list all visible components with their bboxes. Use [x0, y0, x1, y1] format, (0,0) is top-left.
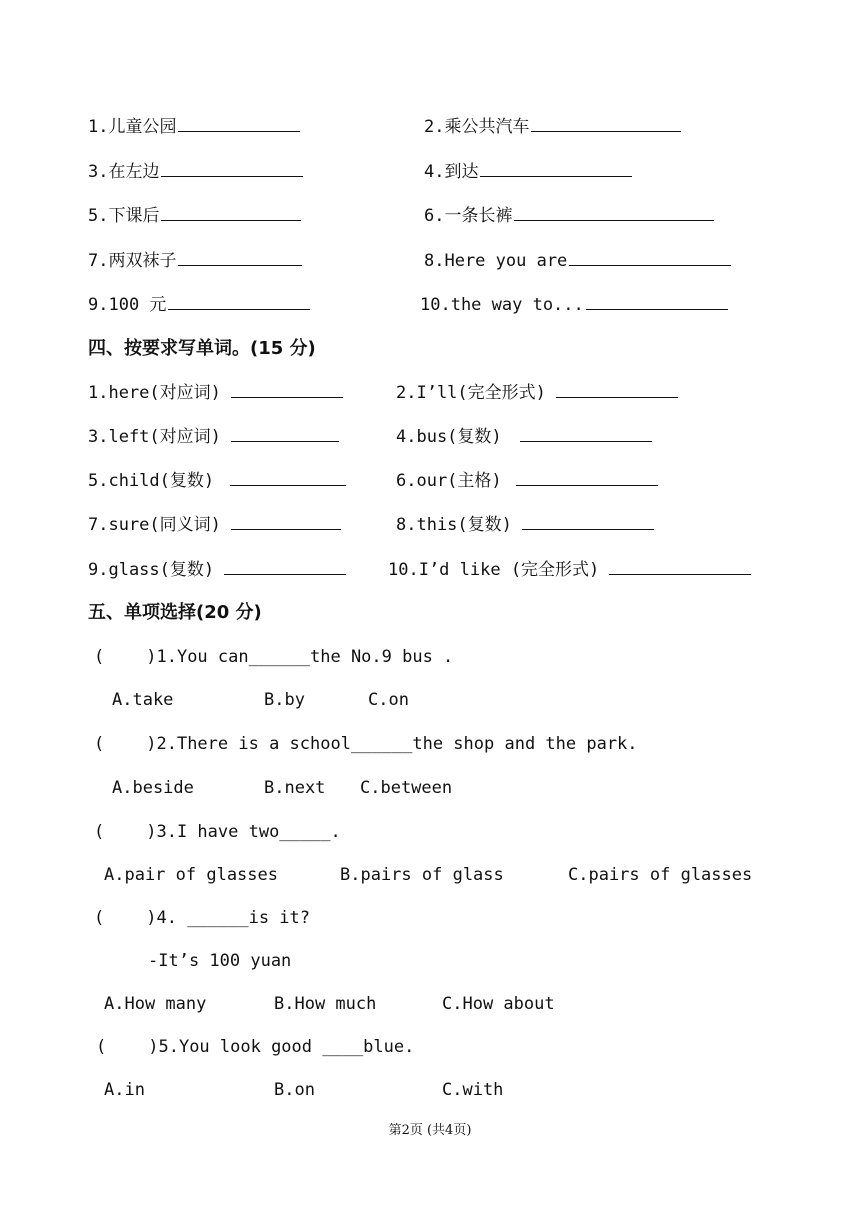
question-text: )2.There is a school______the shop and the park. — [146, 734, 638, 754]
option-b[interactable]: B.How much — [274, 994, 377, 1014]
question-text: )4. ______is it? — [146, 908, 311, 928]
s4-item-4: 4.bus(复数) — [396, 425, 652, 449]
section4-heading: 四、按要求写单词。(15 分) — [88, 338, 316, 359]
answer-blank[interactable] — [609, 558, 751, 575]
answer-bracket[interactable]: ( — [94, 822, 105, 842]
answer-blank[interactable] — [522, 513, 654, 530]
option-b[interactable]: B.pairs of glass — [340, 865, 504, 885]
answer-bracket[interactable]: ( — [94, 647, 105, 667]
q5-line — [96, 1035, 414, 1059]
answer-blank[interactable] — [161, 160, 303, 177]
q2-line — [94, 732, 638, 756]
question-text: )3.I have two_____. — [146, 822, 341, 842]
option-c[interactable]: C.between — [360, 778, 453, 798]
option-a[interactable]: A.How many — [104, 994, 207, 1014]
answer-blank[interactable] — [586, 293, 728, 310]
answer-bracket[interactable]: ( — [94, 734, 105, 754]
answer-blank[interactable] — [161, 204, 301, 221]
answer-blank[interactable] — [480, 160, 632, 177]
q1-line — [94, 645, 453, 669]
option-b[interactable]: B.by — [264, 690, 305, 710]
option-b[interactable]: B.on — [274, 1080, 315, 1100]
answer-blank[interactable] — [531, 115, 681, 132]
option-b[interactable]: B.next — [264, 778, 326, 798]
option-c[interactable]: C.with — [442, 1080, 504, 1100]
option-c[interactable]: C.How about — [442, 994, 555, 1014]
question-text: )1.You can______the No.9 bus . — [146, 647, 454, 667]
s3-item-9: 9.100 元 — [88, 293, 310, 317]
s3-item-3: 3.在左边 — [88, 160, 303, 184]
answer-blank[interactable] — [231, 513, 341, 530]
s4-item-7: 7.sure(同义词) — [88, 513, 341, 537]
s4-item-3: 3.left(对应词) — [88, 425, 339, 449]
q4-line — [94, 906, 310, 930]
answer-blank[interactable] — [230, 469, 346, 486]
q4-answer-line: -It’s 100 yuan — [148, 951, 292, 971]
question-text: )5.You look good ____blue. — [148, 1037, 415, 1057]
option-c[interactable]: C.on — [368, 690, 409, 710]
s3-item-7: 7.两双袜子 — [88, 249, 302, 273]
s3-item-5: 5.下课后 — [88, 204, 301, 228]
s4-item-9: 9.glass(复数) — [88, 558, 346, 582]
option-a[interactable]: A.in — [104, 1080, 145, 1100]
s4-item-2: 2.I’ll(完全形式) — [396, 381, 678, 405]
s3-item-6: 6.一条长裤 — [424, 204, 714, 228]
page-footer: 第2页 (共4页) — [388, 1123, 472, 1138]
section5-heading: 五、单项选择(20 分) — [88, 602, 262, 623]
s4-item-8: 8.this(复数) — [396, 513, 654, 537]
answer-blank[interactable] — [178, 115, 300, 132]
answer-blank[interactable] — [168, 293, 310, 310]
answer-blank[interactable] — [514, 204, 714, 221]
option-a[interactable]: A.take — [112, 690, 174, 710]
s4-item-10: 10.I’d like (完全形式) — [388, 558, 751, 582]
s3-item-8: 8.Here you are — [424, 249, 731, 273]
option-a[interactable]: A.beside — [112, 778, 194, 798]
s4-item-5: 5.child(复数) — [88, 469, 346, 493]
answer-blank[interactable] — [231, 425, 339, 442]
s4-item-6: 6.our(主格) — [396, 469, 658, 493]
answer-blank[interactable] — [516, 469, 658, 486]
s3-item-1: 1.儿童公园 — [88, 115, 300, 139]
s4-item-1: 1.here(对应词) — [88, 381, 343, 405]
answer-blank[interactable] — [178, 249, 302, 266]
option-c[interactable]: C.pairs of glasses — [568, 865, 753, 885]
s3-item-2: 2.乘公共汽车 — [424, 115, 681, 139]
q3-line — [94, 820, 341, 844]
option-a[interactable]: A.pair of glasses — [104, 865, 278, 885]
answer-blank[interactable] — [224, 558, 346, 575]
answer-bracket[interactable]: ( — [94, 908, 105, 928]
answer-blank[interactable] — [556, 381, 678, 398]
answer-blank[interactable] — [569, 249, 731, 266]
s3-item-4: 4.到达 — [424, 160, 632, 184]
s3-item-10: 10.the way to... — [420, 293, 728, 317]
answer-bracket[interactable]: ( — [96, 1037, 107, 1057]
answer-blank[interactable] — [231, 381, 343, 398]
answer-blank[interactable] — [520, 425, 652, 442]
